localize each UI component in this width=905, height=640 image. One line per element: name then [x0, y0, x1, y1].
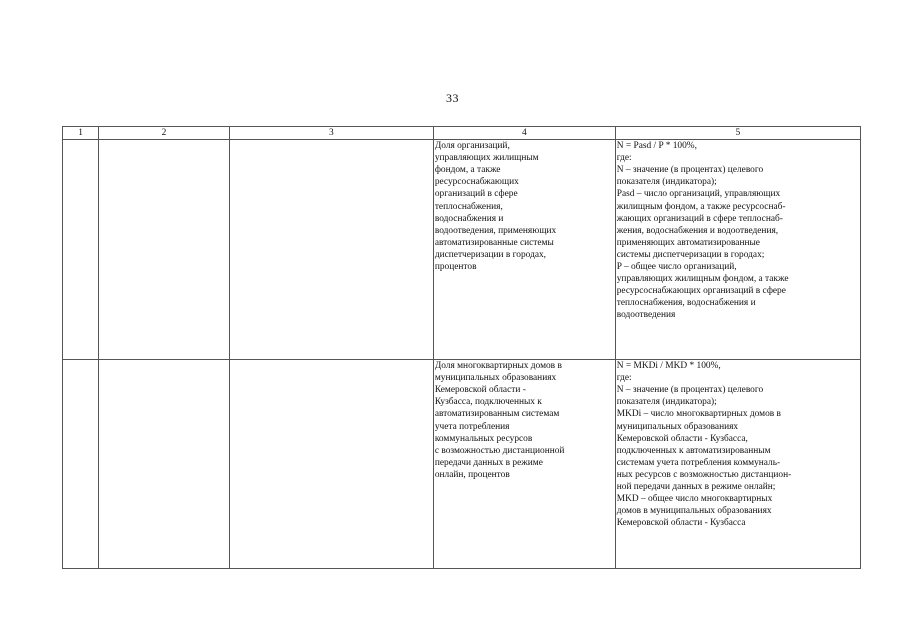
column-header: 1 [63, 127, 99, 140]
indicator-formula-cell: N = Pasd / P * 100%, где: N – значение (в процентах) целевого показателя (индикатора); Pasd – число организаций, управляющих жилищным фондом, а также ресурсоснаб- жающих организаций в сфере теплоснаб- жения, водоснабжения и водоотведения, применяющих автоматизированные системы диспетчеризации в городах; P – общее число организаций, управляющих жилищным фондом, а также ресурсоснабжающих организаций в сфере теплоснабжения, водоснабжения и водоотведения [615, 140, 860, 360]
table-cell [63, 360, 99, 569]
table-cell [229, 140, 433, 360]
table-cell [99, 360, 230, 569]
table-row [63, 360, 861, 569]
table-header-row [63, 127, 861, 140]
indicator-table [62, 126, 861, 569]
indicator-name-cell: Доля многоквартирных домов в муниципальных образованиях Кемеровской области - Кузбасса, подключенных к автоматизированным системам учета потребления коммунальных ресурсов с возможностью дистанционной передачи данных в режиме онлайн, процентов [433, 360, 615, 569]
column-header: 5 [615, 127, 860, 140]
indicator-formula-cell: N = MKDi / MKD * 100%, где: N – значение (в процентах) целевого показателя (индикатора); MKDi – число многоквартирных домов в муниципальных образованиях Кемеровской области - Кузбасса, подключенных к автоматизированным системам учета потребления коммуналь- ных ресурсов с возможностью дистанцион- ной передачи данных в режиме онлайн; MKD – общее число многоквартирных домов в муниципальных образованиях Кемеровской области - Кузбасса [615, 360, 860, 569]
table-cell [99, 140, 230, 360]
column-header: 3 [229, 127, 433, 140]
table-row [63, 140, 861, 360]
column-header: 4 [433, 127, 615, 140]
table-cell [229, 360, 433, 569]
column-header: 2 [99, 127, 230, 140]
indicator-name-cell: Доля организаций, управляющих жилищным фондом, а также ресурсоснабжающих организаций в сфере теплоснабжения, водоснабжения и водоотведения, применяющих автоматизированные системы диспетчеризации в городах, процентов [433, 140, 615, 360]
table-cell [63, 140, 99, 360]
page-number: 33 [446, 91, 459, 105]
